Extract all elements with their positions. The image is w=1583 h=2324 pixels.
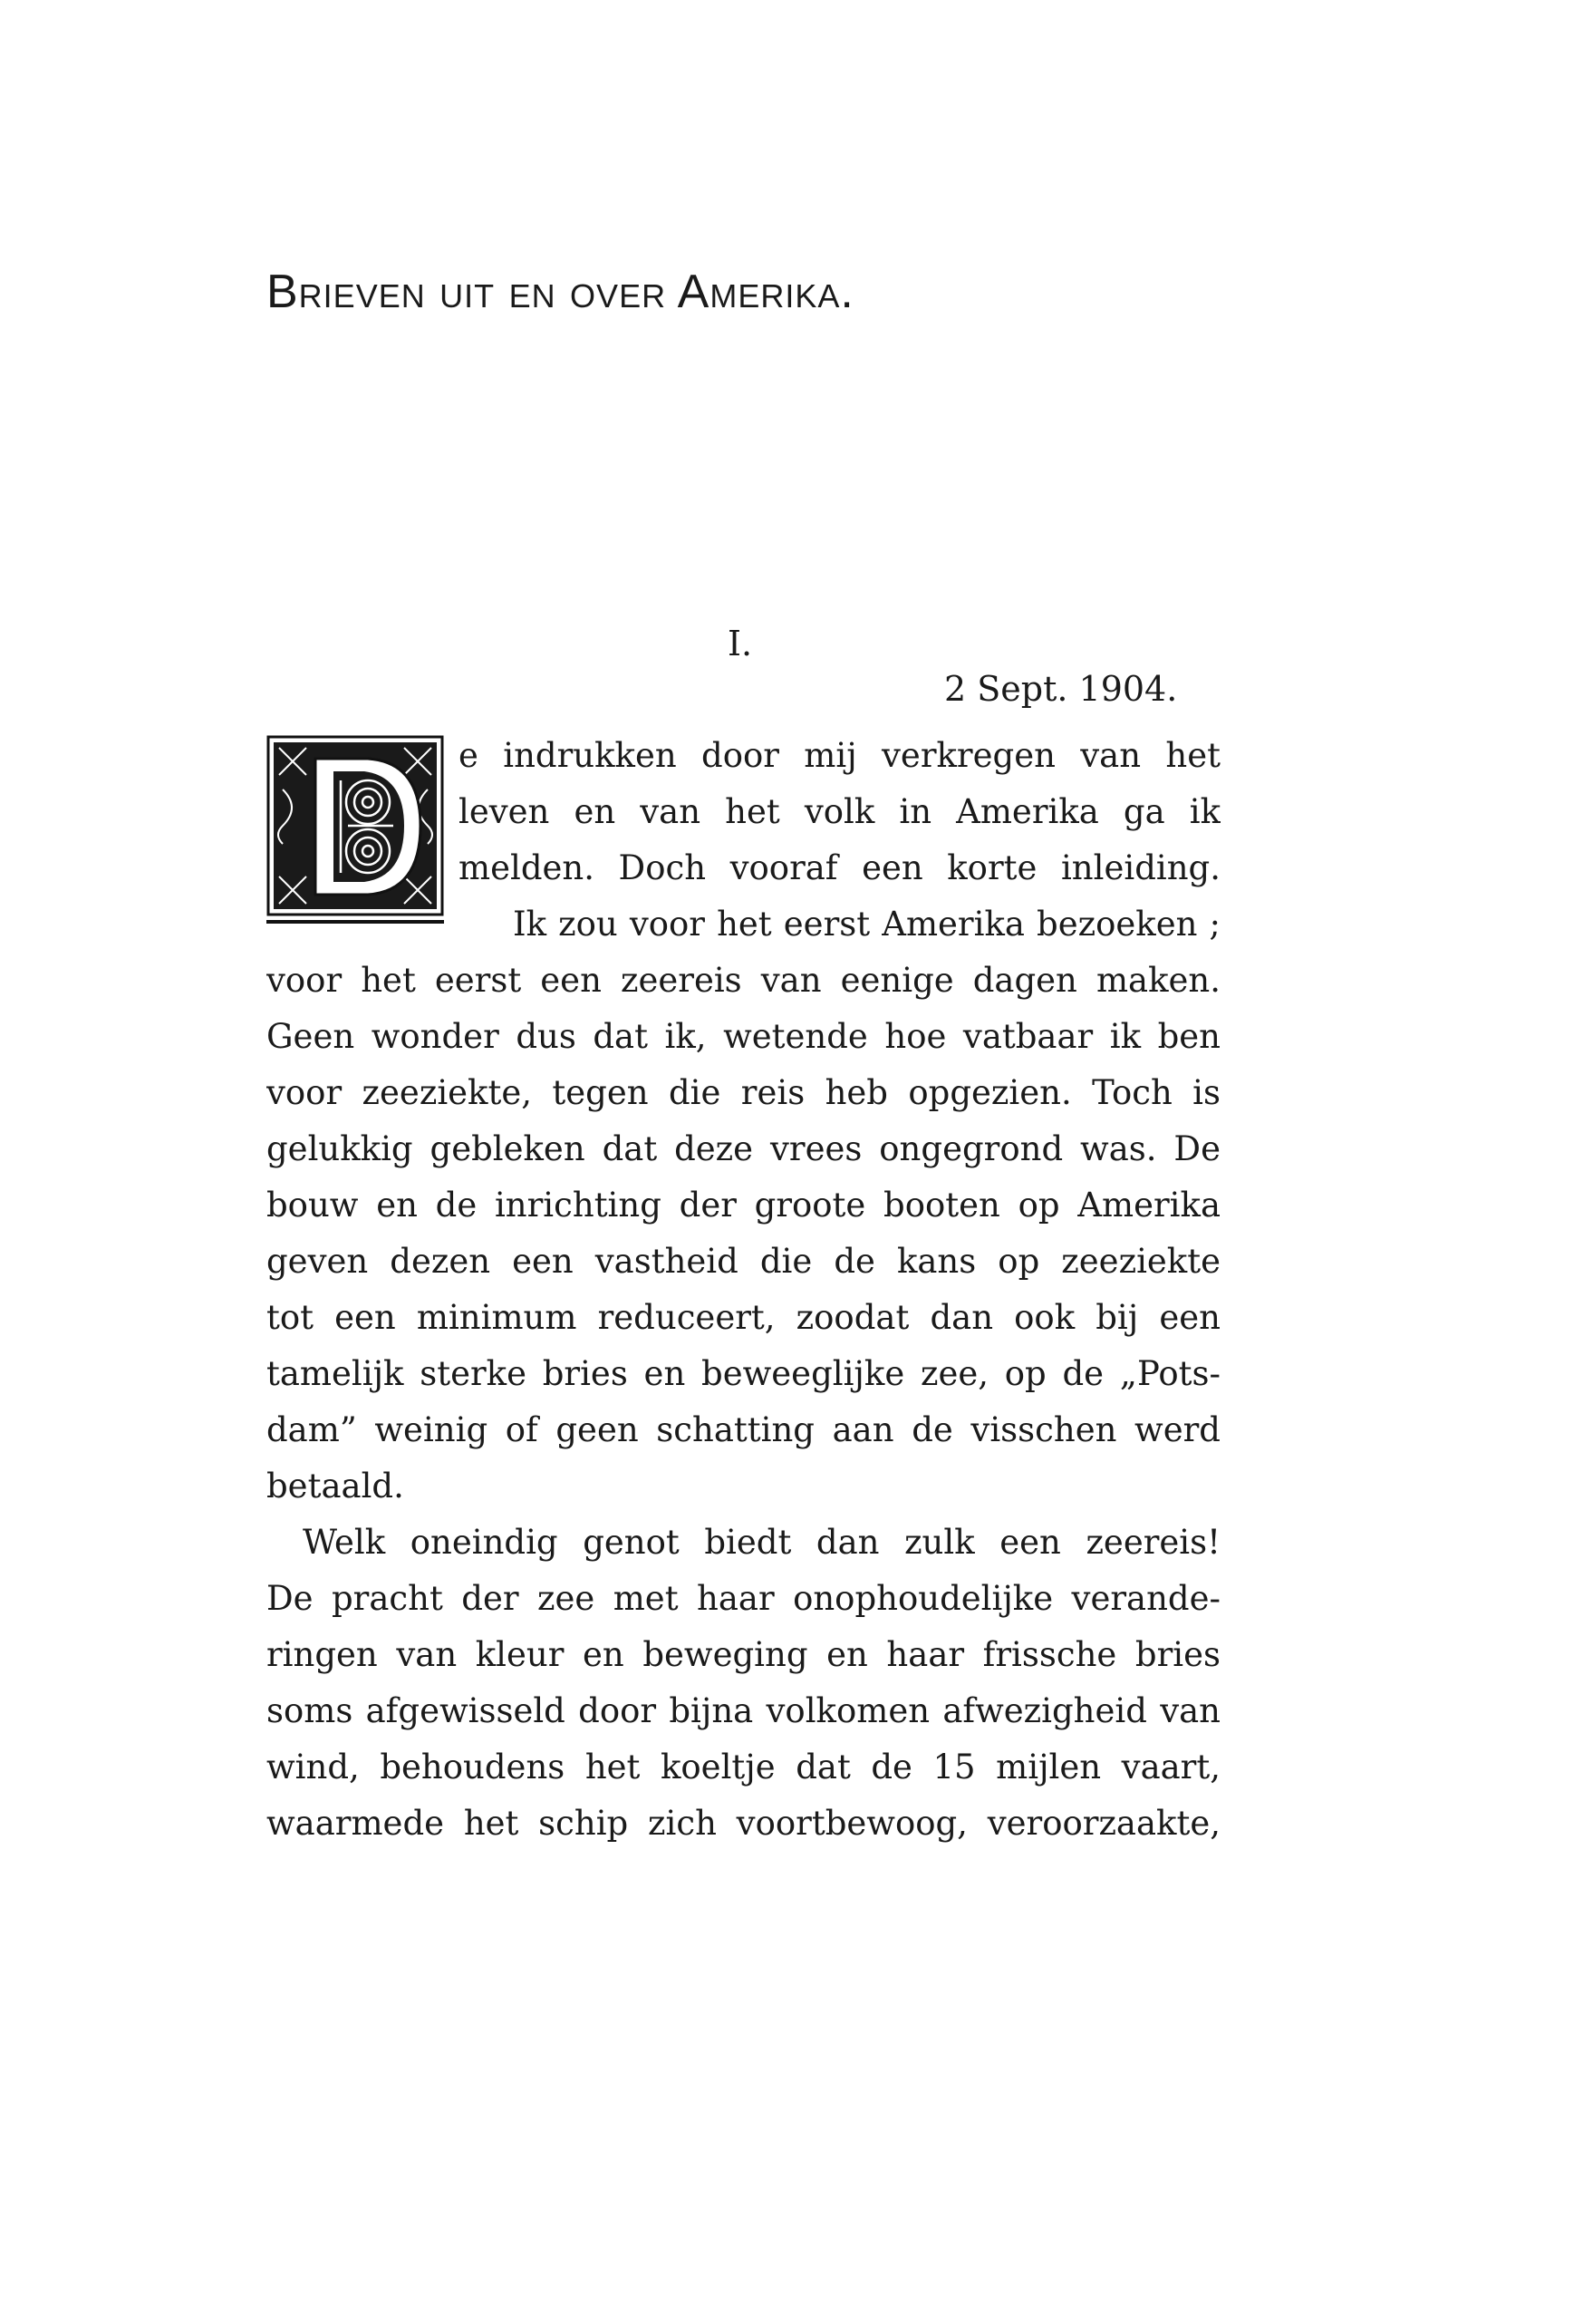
text-line: Ik zou voor het eerst Amerika bezoeken ; [513,905,1221,944]
text-line: e indrukken door mij verkregen van het [458,736,1221,775]
text-line: waarmede het schip zich voortbewoog, veroorzaakte, [266,1804,1221,1843]
text-line: Geen wonder dus dat ik, wetende hoe vatbaar ik ben [266,1017,1221,1056]
text-line: dam” weinig of geen schatting aan de visschen werd [266,1410,1221,1449]
text-line: melden. Doch vooraf een korte inleiding. [458,848,1221,887]
text-line: gelukkig gebleken dat deze vrees ongegrond was. De [266,1129,1221,1168]
text-line: geven dezen een vastheid die de kans op zeeziekte [266,1242,1221,1281]
text-line: leven en van het volk in Amerika ga ik [458,792,1221,831]
chapter-number: I. [728,624,753,663]
text-line: soms afgewisseld door bijna volkomen afwezigheid van [266,1691,1221,1730]
text-line: tamelijk sterke bries en beweeglijke zee, op de „Pots- [266,1354,1221,1393]
letter-body [266,728,1221,1852]
text-line: wind, behoudens het koeltje dat de 15 mijlen vaart, [266,1748,1221,1787]
text-line: Welk oneindig genot biedt dan zulk een zeereis! [303,1523,1221,1562]
text-line: bouw en de inrichting der groote booten op Amerika [266,1186,1221,1225]
text-line: voor zeeziekte, tegen die reis heb opgezien. Toch is [266,1073,1221,1112]
page-title [266,265,854,319]
text-line: voor het eerst een zeereis van eenige dagen maken. [266,961,1221,1000]
text-line: tot een minimum reduceert, zoodat dan ook bij een [266,1298,1221,1337]
title-text: Brieven uit en over Amerika. [266,266,854,318]
text-line: betaald. [266,1467,404,1506]
letter-date: 2 Sept. 1904. [944,669,1178,709]
text-line: De pracht der zee met haar onophoudelijke verande- [266,1579,1221,1618]
text-line: ringen van kleur en beweging en haar frissche bries [266,1635,1221,1674]
